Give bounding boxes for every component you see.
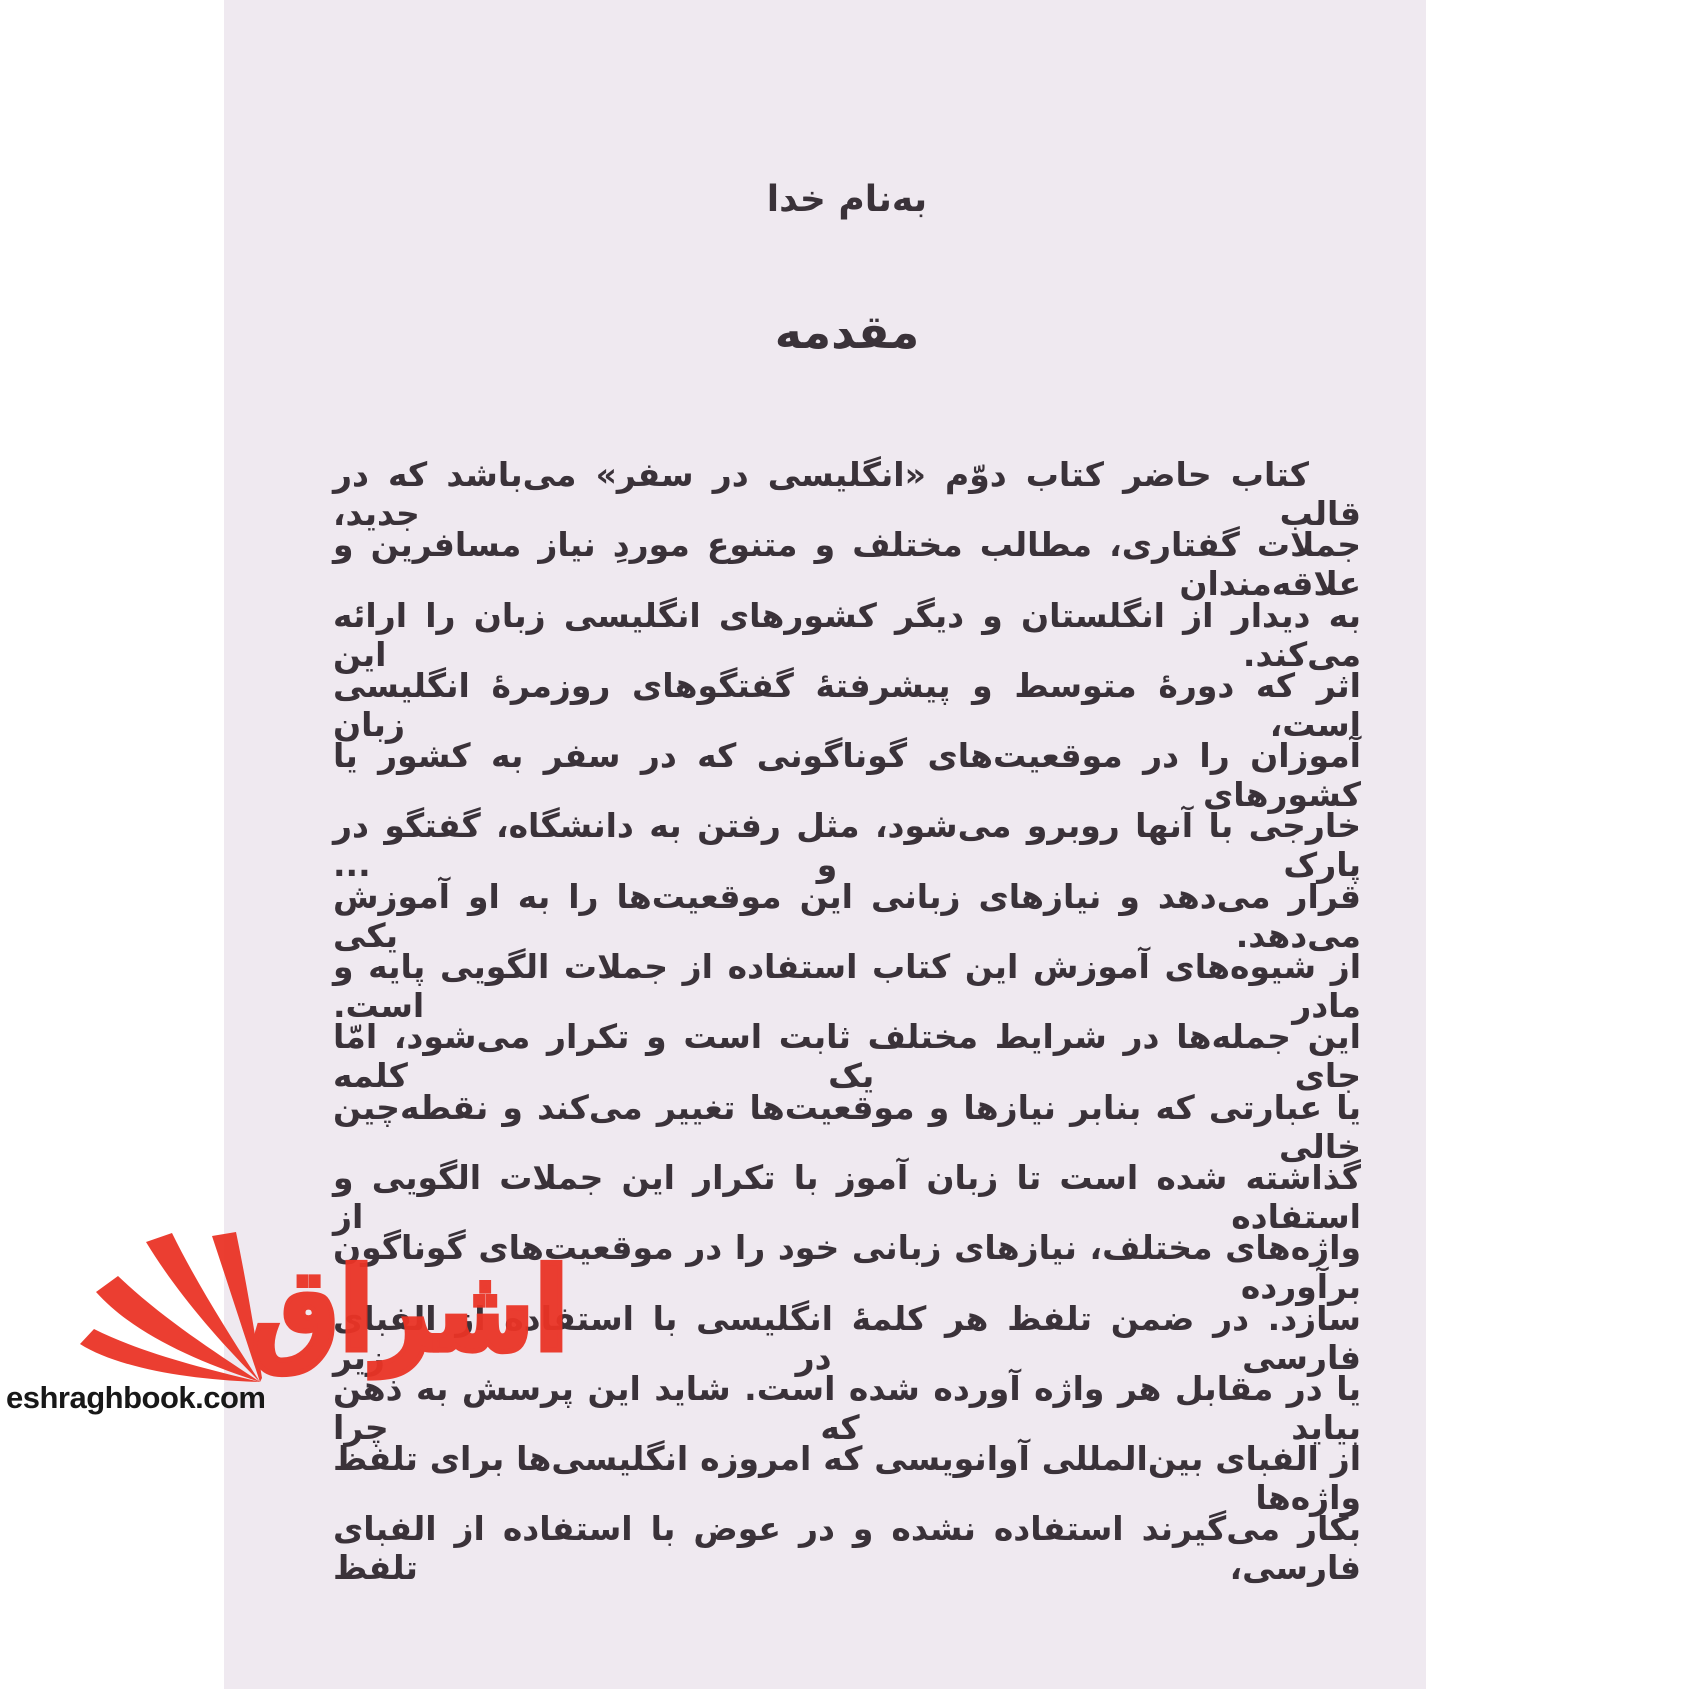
- paragraph-line: از الفبای بین‌المللی آوانویسی که امروزه انگلیسی‌ها برای تلفظ واژه‌ها: [333, 1439, 1361, 1518]
- paragraph-line: این جمله‌ها در شرایط مختلف ثابت است و تکرار می‌شود، امّا جای یک کلمه: [333, 1017, 1361, 1096]
- watermark-url: eshraghbook.com: [6, 1380, 266, 1415]
- paragraph-line: کتاب حاضر کتاب دوّم «انگلیسی در سفر» می‌باشد که در قالب جدید،: [333, 455, 1361, 533]
- paragraph-line: گذاشته شده است تا زبان آموز با تکرار این جملات الگویی و استفاده از: [333, 1157, 1361, 1236]
- page-title: مقدمه: [774, 305, 920, 359]
- paragraph-line: خارجی با آنها روبرو می‌شود، مثل رفتن به دانشگاه، گفتگو در پارک و ...: [333, 806, 1361, 885]
- paragraph-line: به دیدار از انگلستان و دیگر کشورهای انگلیسی زبان را ارائه می‌کند. این: [333, 595, 1361, 674]
- paragraph-line: یا در مقابل هر واژه آورده شده است. شاید این پرسش به ذهن بیاید که چرا: [333, 1368, 1361, 1447]
- paragraph-line: بکار می‌گیرند استفاده نشده و در عوض با استفاده از الفبای فارسی، تلفظ: [333, 1509, 1361, 1588]
- paragraph-line: جملات گفتاری، مطالب مختلف و متنوع موردِ نیاز مسافرین و علاقه‌مندان: [333, 525, 1361, 604]
- paragraph-line: قرار می‌دهد و نیازهای زبانی این موقعیت‌ها را به او آموزش می‌دهد. یکی: [333, 876, 1361, 955]
- paragraph-line: از شیوه‌های آموزش این کتاب استفاده از جملات الگویی پایه و مادر است.: [333, 947, 1361, 1026]
- paragraph-line: آموزان را در موقعیت‌های گوناگونی که در سفر به کشور یا کشورهای: [333, 736, 1361, 815]
- eshragh-logo-calligraphy: اشراق: [250, 1243, 569, 1378]
- open-book-icon: [80, 1232, 270, 1392]
- bismillah-text: به‌نام خدا: [766, 179, 928, 220]
- bookstore-watermark: [0, 1228, 569, 1428]
- paragraph-line: واژه‌های مختلف، نیازهای زبانی خود را در موقعیت‌های گوناگون برآورده: [333, 1228, 1361, 1307]
- paragraph-line: سازد. در ضمن تلفظ هر کلمهٔ انگلیسی با استفاده از الفبای فارسی در زیر: [333, 1298, 1361, 1377]
- paragraph-line: اثر که دورهٔ متوسط و پیشرفتهٔ گفتگوهای روزمرهٔ انگلیسی است، زبان: [333, 665, 1361, 744]
- paragraph-line: یا عبارتی که بنابر نیازها و موقعیت‌ها تغییر می‌کند و نقطه‌چین خالی: [333, 1087, 1361, 1166]
